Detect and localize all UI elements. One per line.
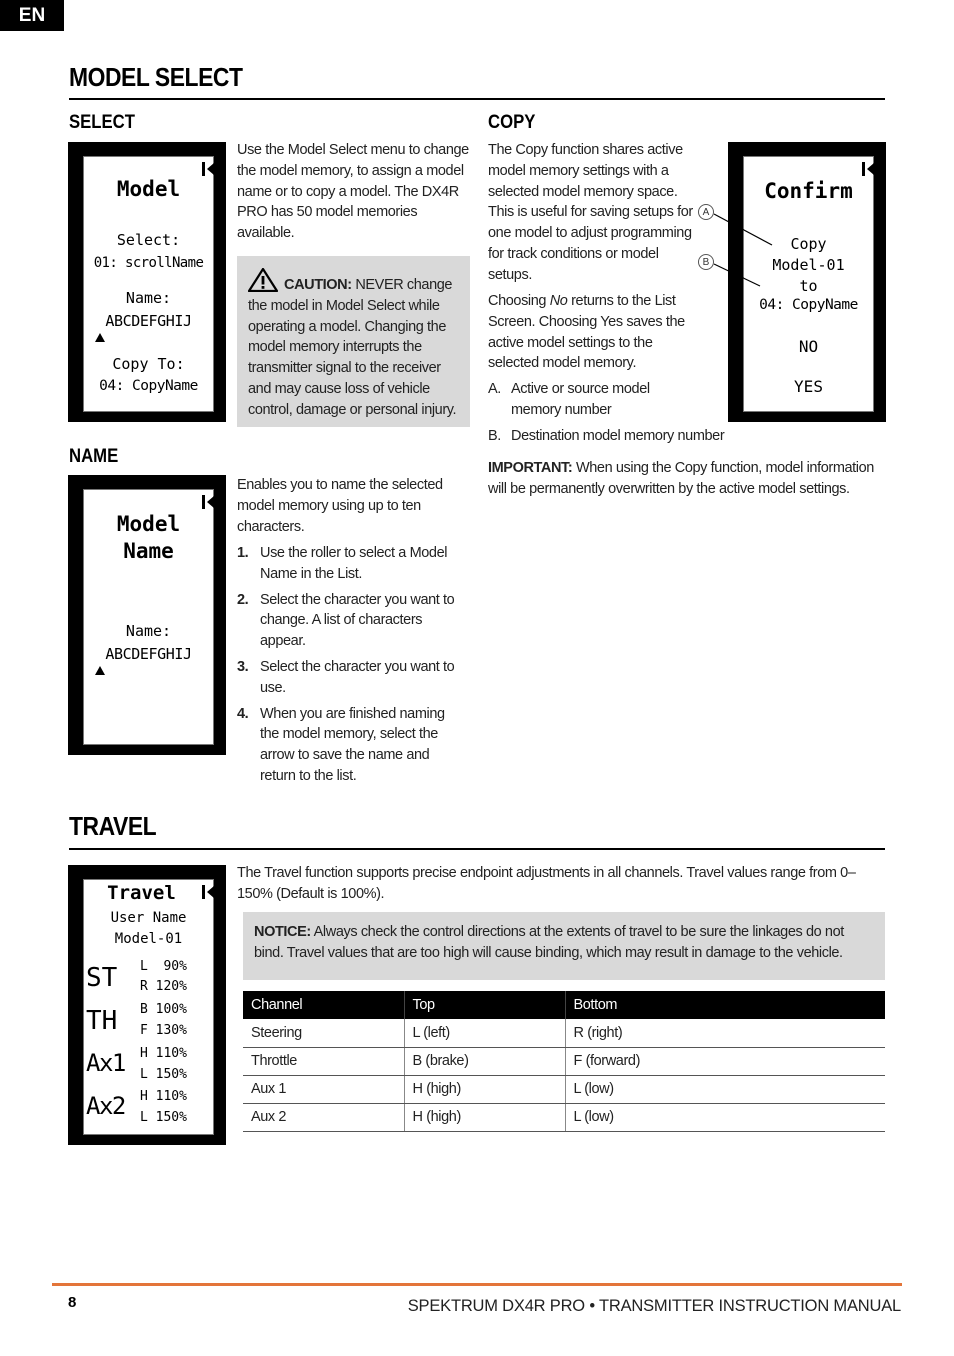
- lcd-line: to: [799, 277, 818, 295]
- lcd-channel-label: TH: [86, 1006, 118, 1036]
- back-arrow-icon: [201, 494, 225, 510]
- lcd-title: Travel: [107, 882, 176, 904]
- item-letter: A.: [488, 381, 501, 397]
- subsection-heading-select: SELECT: [69, 112, 135, 133]
- footer-rule: [52, 1283, 902, 1286]
- lcd-channel-label: Ax2: [86, 1092, 125, 1120]
- subsection-heading-name: NAME: [69, 446, 119, 467]
- step-number: 1.: [237, 545, 249, 561]
- copy-body-text: The Copy function shares active model memory settings with a selected model memory space. This is useful for saving setups for one model to adjust programming for track conditions or model setups.: [488, 142, 693, 283]
- back-arrow-icon: [861, 161, 885, 177]
- lcd-screen-model-select: [68, 142, 226, 422]
- table-cell: L (left): [404, 1019, 565, 1047]
- table-cell: L (low): [565, 1075, 885, 1103]
- section-title-model-select: MODEL SELECT: [69, 62, 243, 92]
- section-rule: [69, 848, 885, 850]
- notice-label: NOTICE:: [254, 924, 311, 940]
- lcd-line: Model-01: [772, 256, 845, 274]
- page-number: 8: [68, 1294, 77, 1311]
- lcd-line: Copy: [790, 235, 827, 253]
- lcd-channel-value: B 100%: [140, 1002, 187, 1017]
- lcd-line: ABCDEFGHIJ: [105, 645, 192, 663]
- copy-item-a: [488, 379, 688, 421]
- choosing-pre: Choosing: [488, 293, 547, 309]
- travel-body-text: The Travel function supports precise endpoint adjustments in all channels. Travel values range from 0–150% (Default is 100%).: [237, 865, 856, 902]
- lcd-channel-value: L 90%: [140, 959, 187, 974]
- table-header-cell: Channel: [243, 991, 404, 1019]
- notice-text: Always check the control directions at the extents of travel to be sure the linkages do not bind. Travel values that are too high will cause binding, which may result in damage to the vehicle.: [254, 924, 844, 961]
- name-body-text: Enables you to name the selected model memory using up to ten characters.: [237, 477, 443, 535]
- table-cell: Throttle: [243, 1047, 404, 1075]
- back-arrow-icon: [201, 161, 225, 177]
- lcd-line: Model-01: [114, 931, 183, 947]
- lcd-channel-label: ST: [86, 963, 118, 993]
- table-header-cell: Top: [404, 991, 565, 1019]
- table-cell: H (high): [404, 1075, 565, 1103]
- callout-b-marker: B: [698, 254, 714, 270]
- table-row: [243, 1075, 885, 1103]
- caution-label: CAUTION:: [284, 277, 352, 293]
- lcd-screen-model-name: [68, 475, 226, 755]
- item-text: Active or source model memory number: [511, 381, 650, 418]
- notice-box: [243, 912, 885, 980]
- lcd-channel-value: F 130%: [140, 1023, 187, 1038]
- lcd-line: 01: scrollName: [93, 255, 204, 271]
- table-cell: Aux 2: [243, 1103, 404, 1131]
- item-letter: B.: [488, 428, 501, 444]
- caution-text-block: [248, 268, 464, 421]
- table-row: [243, 1047, 885, 1075]
- lcd-channel-value: H 110%: [140, 1089, 187, 1104]
- lcd-line: ABCDEFGHIJ: [105, 312, 192, 330]
- table-cell: F (forward): [565, 1047, 885, 1075]
- table-cell: L (low): [565, 1103, 885, 1131]
- cursor-triangle-icon: [95, 666, 105, 675]
- lcd-title: Name: [123, 539, 174, 563]
- table-row: [243, 1019, 885, 1047]
- lcd-title: Model: [116, 177, 181, 201]
- table-row: [243, 1103, 885, 1131]
- cursor-triangle-icon: [95, 333, 105, 342]
- table-header-cell: Bottom: [565, 991, 885, 1019]
- lcd-title: Confirm: [764, 179, 853, 203]
- lcd-screen-travel: [68, 865, 226, 1145]
- caution-text: NEVER change the model in Model Select while operating a model. Changing the model memory interrupts the transmitter signal to the receiver and may cause loss of vehicle control, damage or personal injury.: [248, 277, 457, 418]
- manual-title: SPEKTRUM DX4R PRO • TRANSMITTER INSTRUCTION MANUAL: [407, 1297, 901, 1315]
- section-title-travel: TRAVEL: [69, 811, 157, 841]
- lcd-line: Name:: [125, 622, 172, 640]
- step-text: When you are finished naming the model memory, select the arrow to save the name and return to the list.: [260, 705, 445, 784]
- travel-table: [243, 991, 885, 1132]
- step-number: 3.: [237, 658, 249, 675]
- step-text: Select the character you want to change. A list of characters appear.: [260, 591, 455, 650]
- step-text: Use the roller to select a Model Name in the List.: [260, 545, 448, 582]
- copy-item-b: [488, 426, 748, 447]
- table-cell: Aux 1: [243, 1075, 404, 1103]
- lcd-line: Select:: [116, 231, 181, 249]
- step-number: 2.: [237, 591, 249, 608]
- lcd-title: Model: [116, 512, 181, 536]
- copy-important-text: [488, 458, 884, 500]
- notice-text-block: [254, 922, 874, 964]
- lcd-channel-value: R 120%: [140, 979, 187, 994]
- choosing-no: No: [549, 293, 568, 309]
- list-item: [237, 543, 459, 585]
- list-item: [237, 657, 459, 699]
- table-header-row: [243, 991, 885, 1019]
- lcd-channel-value: H 110%: [140, 1046, 187, 1061]
- lcd-line: User Name: [110, 910, 187, 926]
- lcd-line: 04: CopyName: [759, 297, 858, 313]
- callout-a-marker: A: [698, 204, 714, 220]
- lcd-channel-value: L 150%: [140, 1067, 187, 1082]
- section-rule: [69, 98, 885, 100]
- select-body-text: Use the Model Select menu to change the model memory, to assign a model name or to copy a model. The DX4R PRO has 50 model memories available.: [237, 142, 469, 242]
- caution-box: [237, 256, 470, 427]
- item-text: Destination model memory number: [511, 428, 725, 444]
- lcd-option-yes: YES: [794, 377, 823, 396]
- table-cell: Steering: [243, 1019, 404, 1047]
- table-cell: B (brake): [404, 1047, 565, 1075]
- lcd-channel-value: L 150%: [140, 1110, 187, 1125]
- lcd-line: 04: CopyName: [99, 378, 198, 394]
- list-item: [237, 704, 459, 787]
- lcd-line: Copy To:: [112, 355, 185, 373]
- list-item: [237, 590, 459, 652]
- table-cell: H (high): [404, 1103, 565, 1131]
- important-body: When using the Copy function, model information will be permanently overwritten by the active model settings.: [488, 460, 874, 497]
- lcd-option-no: NO: [798, 337, 819, 356]
- back-arrow-icon: [201, 884, 225, 900]
- language-tab: EN: [0, 0, 64, 31]
- step-number: 4.: [237, 705, 249, 722]
- subsection-heading-copy: COPY: [488, 112, 536, 133]
- important-label: IMPORTANT:: [488, 460, 573, 476]
- choosing-post: returns to the List Screen. Choosing Yes saves the active model settings to the selected model memory.: [488, 293, 685, 372]
- warning-triangle-icon: [248, 268, 278, 292]
- lcd-channel-label: Ax1: [86, 1049, 125, 1077]
- table-cell: R (right): [565, 1019, 885, 1047]
- lcd-line: Name:: [125, 289, 172, 307]
- step-text: Select the character you want to use.: [260, 658, 455, 696]
- copy-choosing-text: [488, 291, 693, 374]
- name-steps-list: [237, 543, 459, 792]
